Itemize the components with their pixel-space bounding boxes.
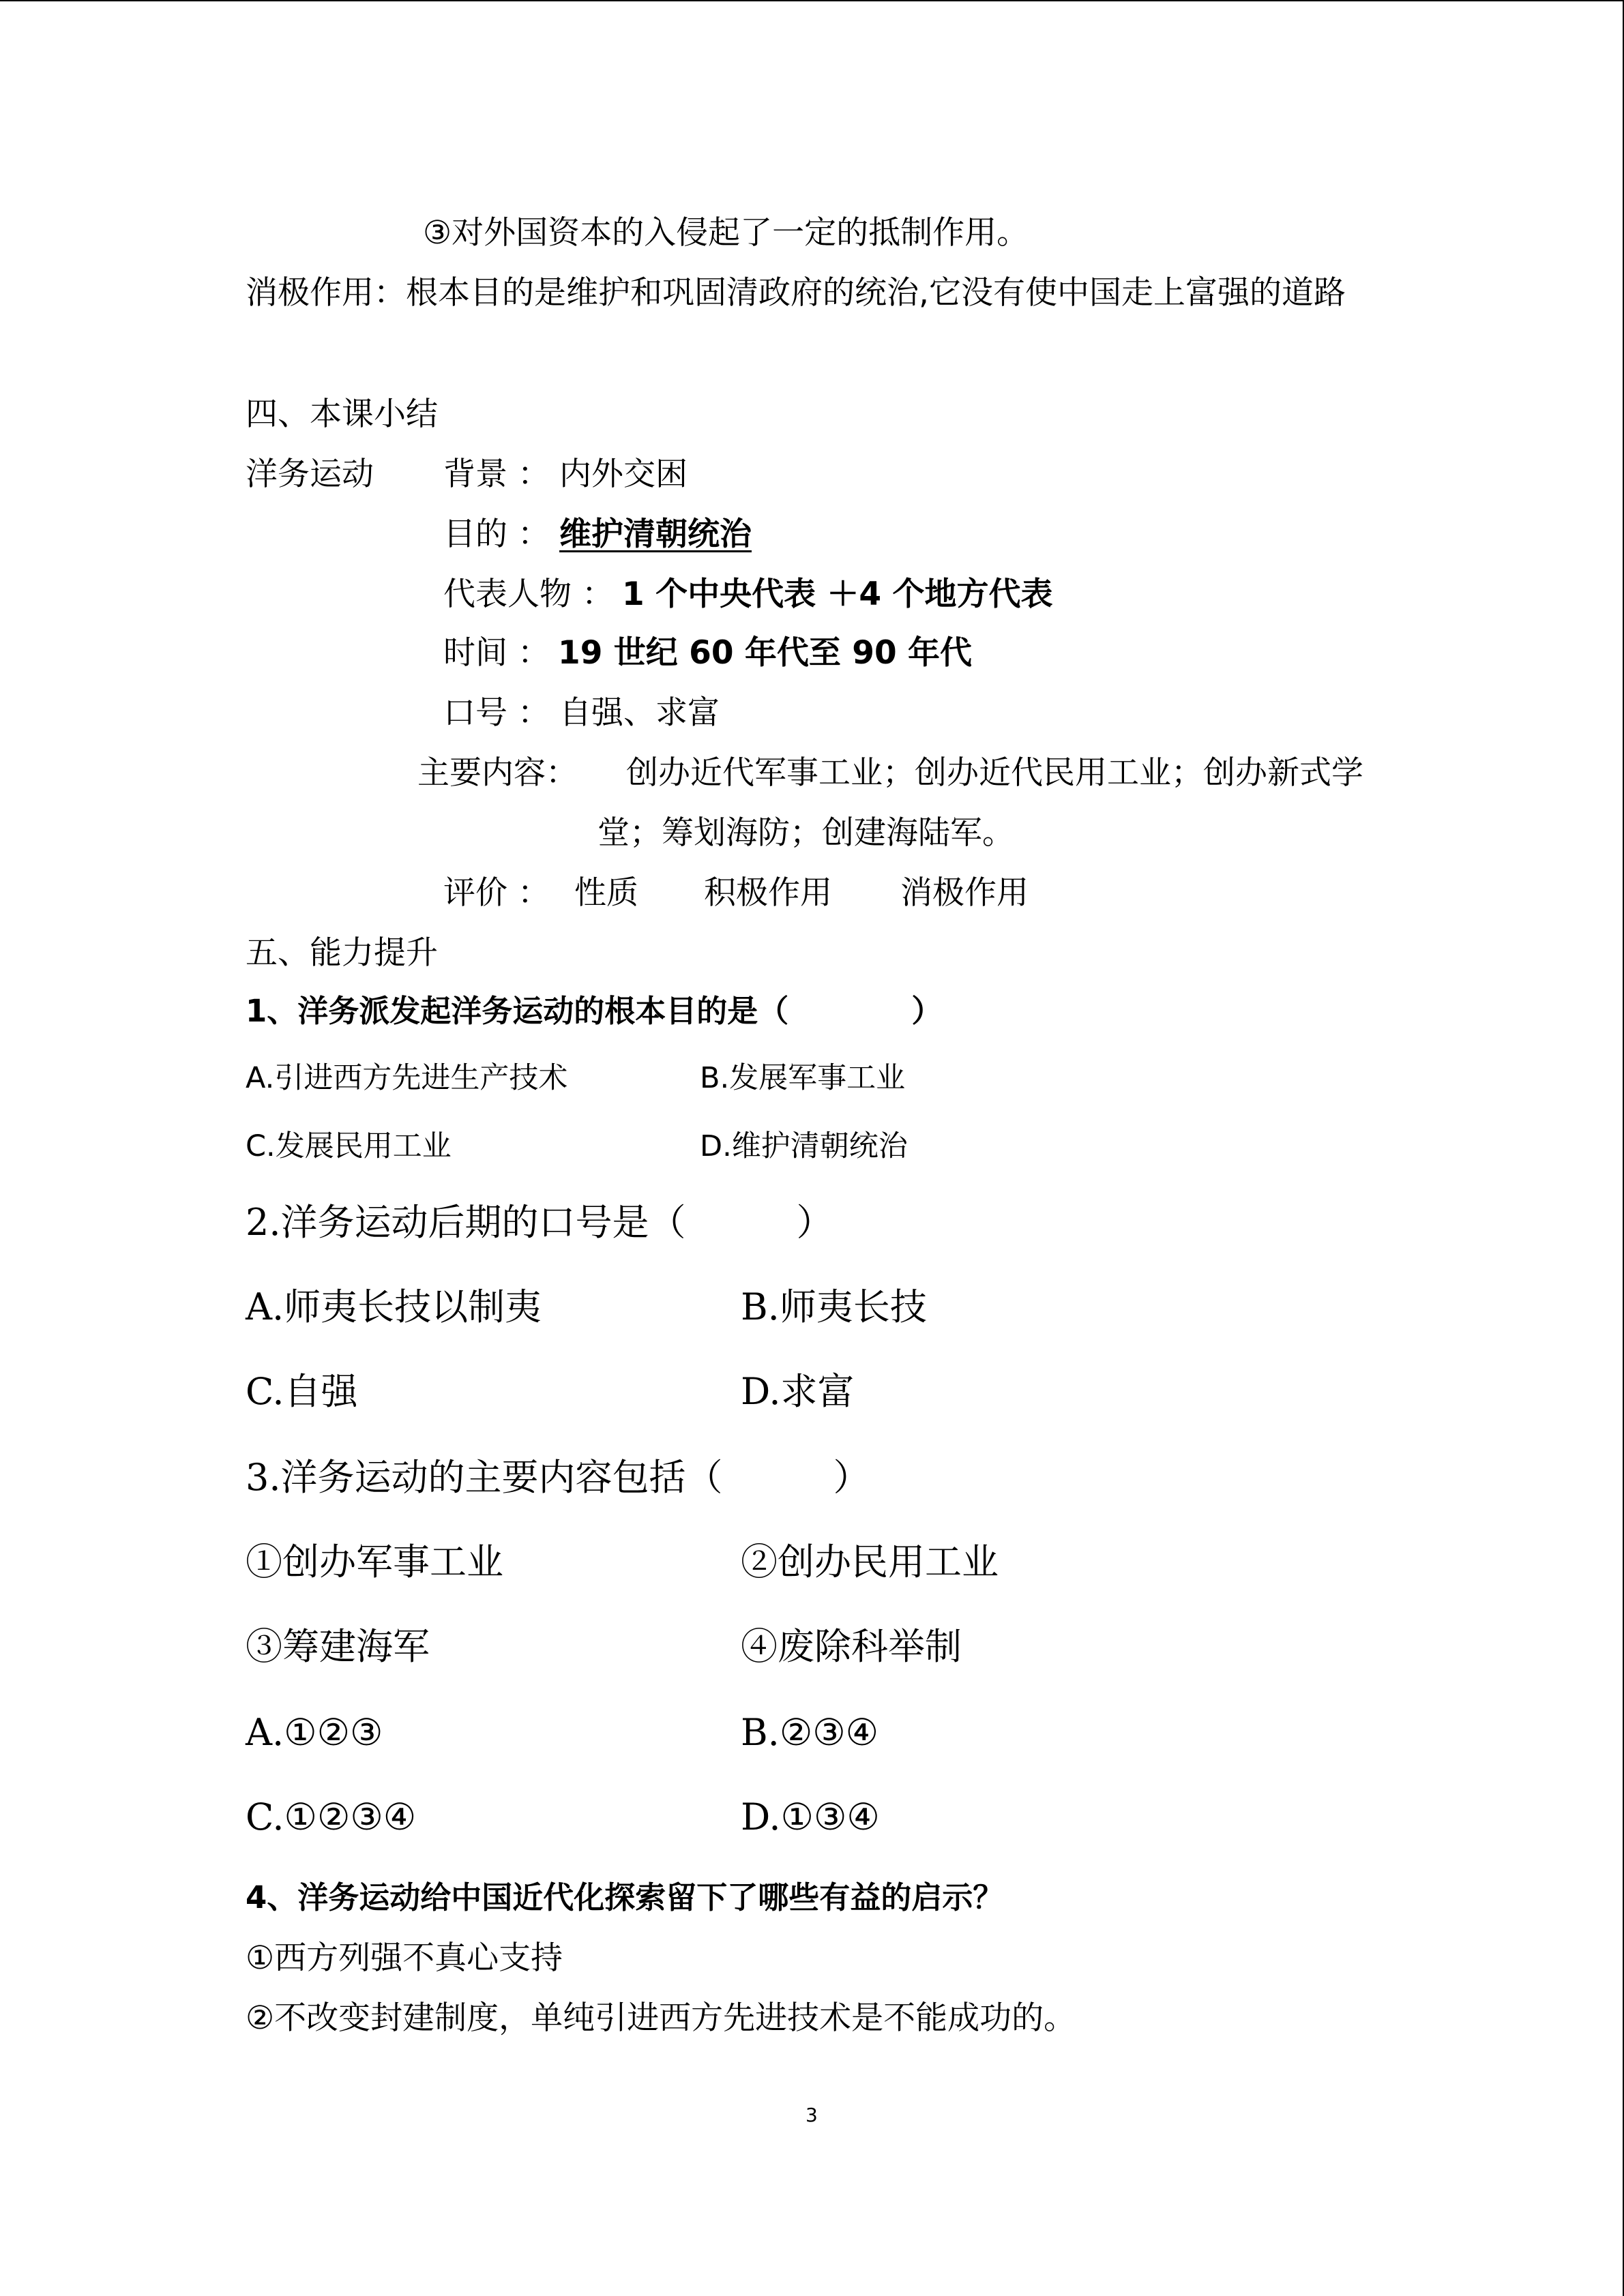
- q2-option-a: A.师夷长技以制夷: [246, 1285, 542, 1328]
- positive-effect-item-3: ③对外国资本的入侵起了一定的抵制作用。: [423, 214, 1029, 252]
- background-label: 背景 ：: [443, 456, 550, 493]
- q3-question: 3.洋务运动的主要内容包括（ ）: [246, 1456, 870, 1499]
- evaluation-label: 评价 ：: [443, 874, 550, 912]
- q3-option-b: B.②③④: [741, 1711, 879, 1754]
- q3-option-c: C.①②③④: [246, 1795, 417, 1838]
- q2-option-b: B.师夷长技: [741, 1285, 927, 1328]
- time-label: 时间 ：: [443, 634, 550, 672]
- q1-option-a: A.引进西方先进生产技术: [246, 1061, 568, 1095]
- q1-option-c: C.发展民用工业: [246, 1129, 452, 1163]
- negative-effect-line: 消极作用：根本目的是维护和巩固清政府的统治,它没有使中国走上富强的道路: [246, 274, 1346, 312]
- q2-question: 2.洋务运动后期的口号是（ ）: [246, 1201, 833, 1244]
- evaluation-item-positive: 积极作用: [704, 874, 832, 912]
- background-value: 内外交困: [559, 456, 688, 493]
- evaluation-item-nature: 性质: [574, 874, 638, 912]
- content-line-1: 创办近代军事工业；创办近代民用工业；创办新式学: [626, 754, 1363, 792]
- q3-item-2: ②创办民用工业: [741, 1540, 999, 1583]
- q4-answer-2: ②不改变封建制度，单纯引进西方先进技术是不能成功的。: [246, 1999, 1076, 2037]
- summary-topic: 洋务运动: [246, 456, 374, 493]
- q3-item-3: ③筹建海军: [246, 1625, 430, 1668]
- q3-option-d: D.①③④: [741, 1795, 880, 1838]
- q3-option-a: A.①②③: [246, 1711, 383, 1754]
- evaluation-item-negative: 消极作用: [900, 874, 1029, 912]
- q3-item-4: ④废除科举制: [741, 1625, 962, 1668]
- q2-option-c: C.自强: [246, 1370, 358, 1413]
- q2-option-d: D.求富: [741, 1370, 855, 1413]
- q3-item-1: ①创办军事工业: [246, 1540, 503, 1583]
- page-number: 3: [806, 2104, 818, 2126]
- content-line-2: 堂；筹划海防；创建海陆军。: [597, 814, 1014, 852]
- time-value: 19 世纪 60 年代至 90 年代: [558, 634, 973, 672]
- practice-heading: 五、能力提升: [246, 934, 438, 972]
- slogan-label: 口号 ：: [443, 694, 550, 732]
- content-label: 主要内容：: [417, 754, 578, 792]
- q1-question: 1、洋务派发起洋务运动的根本目的是（ ）: [246, 993, 943, 1029]
- slogan-value: 自强、求富: [559, 694, 720, 732]
- q1-option-b: B.发展军事工业: [700, 1061, 906, 1095]
- figures-value: 1 个中央代表 ＋4 个地方代表: [622, 576, 1053, 613]
- summary-heading: 四、本课小结: [246, 396, 438, 433]
- purpose-value: 维护清朝统治: [559, 516, 752, 553]
- q4-answer-1: ①西方列强不真心支持: [246, 1939, 563, 1977]
- q1-option-d: D.维护清朝统治: [700, 1129, 908, 1163]
- purpose-label: 目的 ：: [443, 516, 550, 553]
- figures-label: 代表人物 ：: [443, 576, 614, 613]
- q4-question: 4、洋务运动给中国近代化探索留下了哪些有益的启示？: [246, 1879, 1004, 1915]
